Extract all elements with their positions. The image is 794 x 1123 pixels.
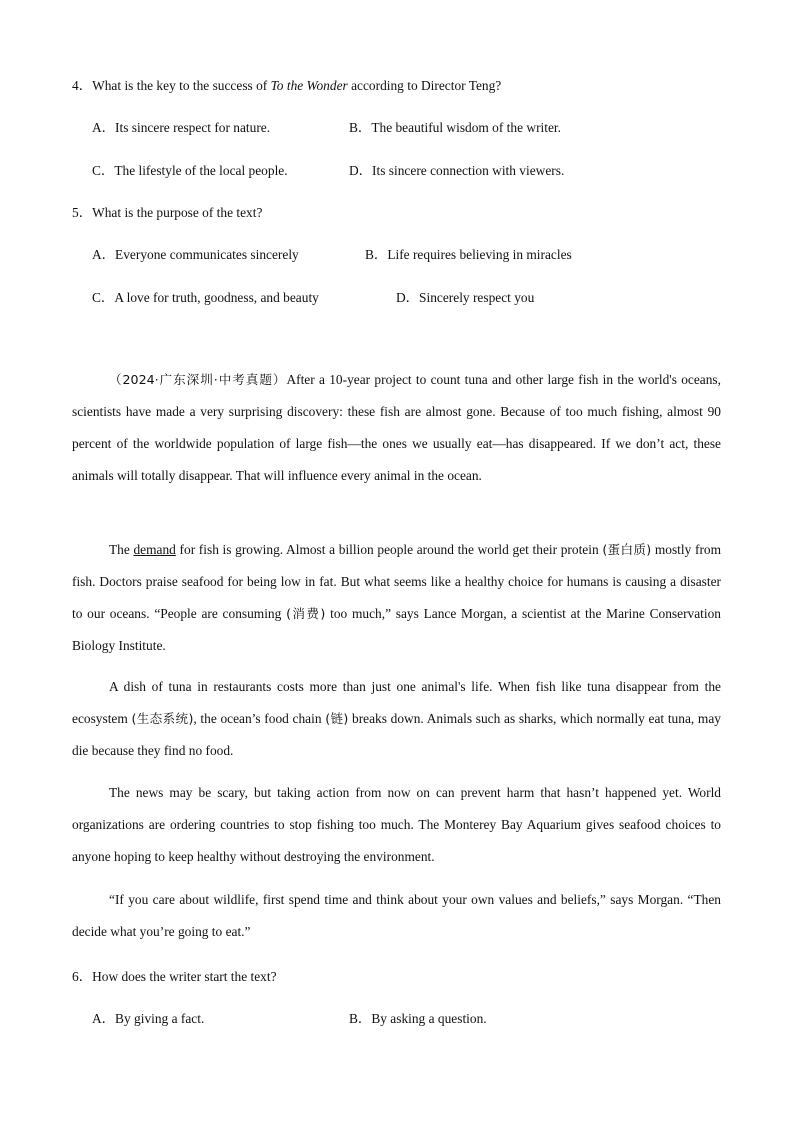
question-number: 6． xyxy=(72,969,93,984)
q5-option-d[interactable]: D．Sincerely respect you xyxy=(396,290,535,305)
q4-option-b[interactable]: B．The beautiful wisdom of the writer. xyxy=(349,120,561,135)
question-text: What is the key to the success of xyxy=(92,78,271,93)
q4-option-a[interactable]: A．Its sincere respect for nature. xyxy=(92,120,271,135)
q6-option-a[interactable]: A．By giving a fact. xyxy=(92,1011,205,1026)
passage-paragraph-2: The demand for fish is growing. Almost a billion people around the world get their protein (蛋白质) mostly from fish. Doctors praise seafood for being low in fat. But what seems like a healthy choice for humans is causing a disaster to our oceans. “People are consuming (消费) too much,” says Lance Morgan, a scientist at the Marine Conservation Biology Institute. xyxy=(72,542,722,653)
passage-paragraph-5: “If you care about wildlife, first spend time and think about your own values and beliefs,” says Morgan. “Then decide what you’re going to eat.” xyxy=(72,892,721,939)
q4-option-c[interactable]: C．The lifestyle of the local people. xyxy=(92,163,288,178)
question-4-stem xyxy=(72,75,501,94)
q6-option-b[interactable]: B．By asking a question. xyxy=(349,1011,487,1026)
q5-option-c[interactable]: C．A love for truth, goodness, and beauty xyxy=(92,290,319,305)
question-number: 5． xyxy=(72,205,93,220)
passage-paragraph-4: The news may be scary, but taking action from now on can prevent harm that hasn’t happened yet. World organizations are ordering countries to stop fishing too much. The Monterey Bay Aquarium gives seafood choices to anyone hoping to keep healthy without destroying the environment. xyxy=(72,785,721,864)
film-title: To the Wonder xyxy=(270,78,348,93)
question-text: according to Director Teng? xyxy=(347,78,502,93)
underlined-word-demand: demand xyxy=(133,542,176,557)
question-5-stem xyxy=(72,202,262,221)
passage-paragraph-3: A dish of tuna in restaurants costs more than just one animal's life. When fish like tuna disappear from the ecosystem (生态系统), the ocean’s food chain (链) breaks down. Animals such as sharks, which normally eat tuna, may die because they find no food. xyxy=(72,679,721,758)
question-text: What is the purpose of the text? xyxy=(92,205,263,220)
passage-paragraph-1: （2024·广东深圳·中考真题）After a 10-year project to count tuna and other large fish in the world's oceans, scientists have made a very surprising discovery: these fish are almost gone. Because of too much fishing, almost 90 percent of the worldwide population of large fish—the ones we usually eat—has disappeared. If we don’t act, these animals will totally disappear. That will influence every animal in the ocean. xyxy=(72,372,721,483)
q5-option-a[interactable]: A．Everyone communicates sincerely xyxy=(92,247,299,262)
passage-source: （2024·广东深圳·中考真题） xyxy=(109,372,287,387)
q5-option-b[interactable]: B．Life requires believing in miracles xyxy=(365,247,572,262)
question-text: How does the writer start the text? xyxy=(92,969,277,984)
question-number: 4． xyxy=(72,78,93,93)
q4-option-d[interactable]: D．Its sincere connection with viewers. xyxy=(349,163,565,178)
question-6-stem xyxy=(72,966,277,985)
